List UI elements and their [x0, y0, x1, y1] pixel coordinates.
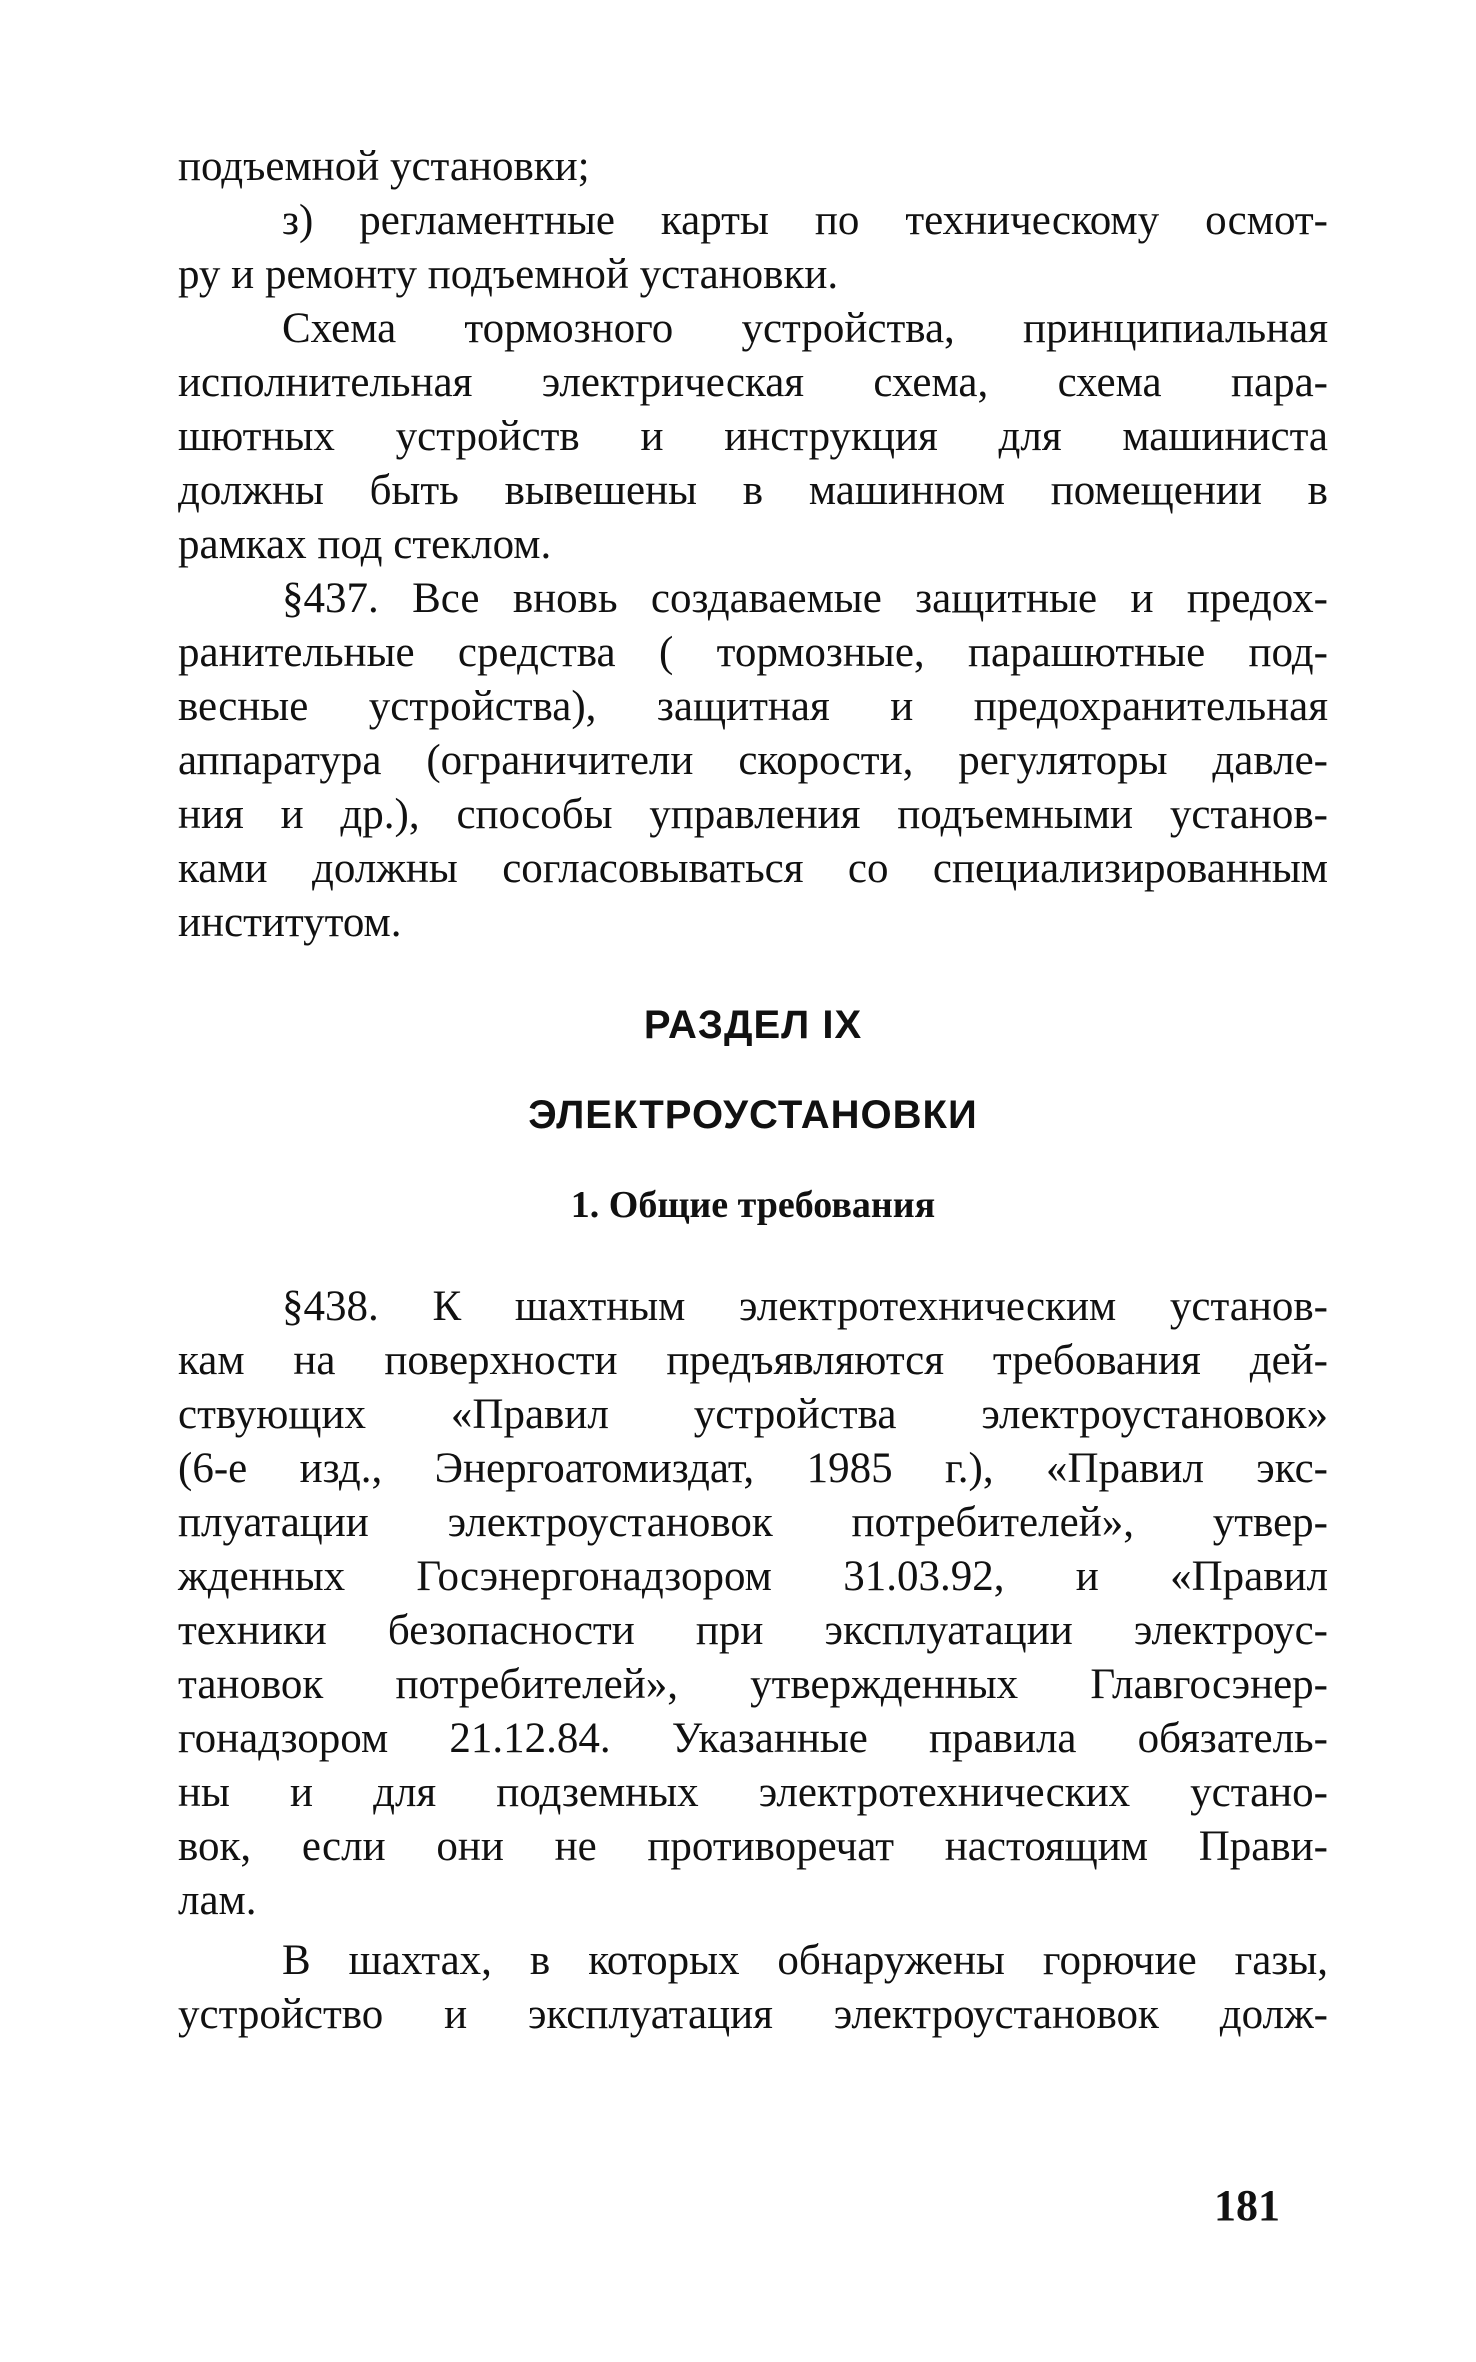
text-line: лам. — [178, 1877, 257, 1924]
text-line: рамках под стеклом. — [178, 521, 552, 568]
chapter-title: ЭЛЕКТРОУСТАНОВКИ — [528, 1093, 978, 1137]
text-line: вок, если они не противоречат настоящим Прави- — [178, 1823, 1328, 1870]
text-line: техники безопасности при эксплуатации электроус- — [178, 1607, 1328, 1654]
text-line: ствующих «Правил устройства электроустановок» — [178, 1391, 1328, 1438]
text-line: шютных устройств и инструкция для машиниста — [178, 413, 1328, 460]
page-number: 181 — [1214, 2181, 1280, 2230]
page-body — [178, 140, 1328, 2042]
text-line: аппаратура (ограничители скорости, регуляторы давле- — [178, 737, 1328, 784]
paragraph-gases — [178, 1934, 1328, 2042]
text-line: весные устройства), защитная и предохранительная — [178, 683, 1328, 730]
text-line: гонадзором 21.12.84. Указанные правила обязатель- — [178, 1715, 1328, 1762]
section-heading: РАЗДЕЛ IX — [643, 1003, 863, 1047]
text-line: исполнительная электрическая схема, схема пара- — [178, 359, 1328, 406]
text-line: ру и ремонту подъемной установки. — [178, 251, 839, 298]
text-line: устройство и эксплуатация электроустановок долж- — [178, 1991, 1328, 2038]
text-line: §438. К шахтным электротехническим установ- — [282, 1283, 1328, 1330]
text-line: должны быть вывешены в машинном помещении в — [178, 467, 1328, 514]
text-line: институтом. — [178, 899, 402, 946]
paragraph-438 — [178, 1280, 1328, 1928]
text-line: з) регламентные карты по техническому осмот- — [282, 197, 1328, 244]
text-line: ками должны согласовываться со специализированным — [178, 845, 1328, 892]
text-line: Схема тормозного устройства, принципиальная — [282, 305, 1328, 352]
text-line: жденных Госэнергонадзором 31.03.92, и «Правил — [178, 1553, 1328, 1600]
text-line: (6-е изд., Энергоатомиздат, 1985 г.), «Правил экс- — [178, 1445, 1328, 1492]
subsection-heading: 1. Общие требования — [570, 1184, 936, 1226]
text-line: ранительные средства ( тормозные, парашютные под- — [178, 629, 1328, 676]
paragraph-437 — [178, 572, 1328, 950]
text-line: подъемной установки; — [178, 143, 590, 190]
text-line: тановок потребителей», утвержденных Главгосэнер- — [178, 1661, 1328, 1708]
text-line: §437. Все вновь создаваемые защитные и предох- — [282, 575, 1328, 622]
text-line: ния и др.), способы управления подъемными установ- — [178, 791, 1328, 838]
text-line: ны и для подземных электротехнических устано- — [178, 1769, 1328, 1816]
text-line: В шахтах, в которых обнаружены горючие газы, — [282, 1937, 1328, 1984]
text-line: кам на поверхности предъявляются требования дей- — [178, 1337, 1328, 1384]
top-paragraphs — [178, 140, 1328, 572]
text-line: плуатации электроустановок потребителей», утвер- — [178, 1499, 1328, 1546]
